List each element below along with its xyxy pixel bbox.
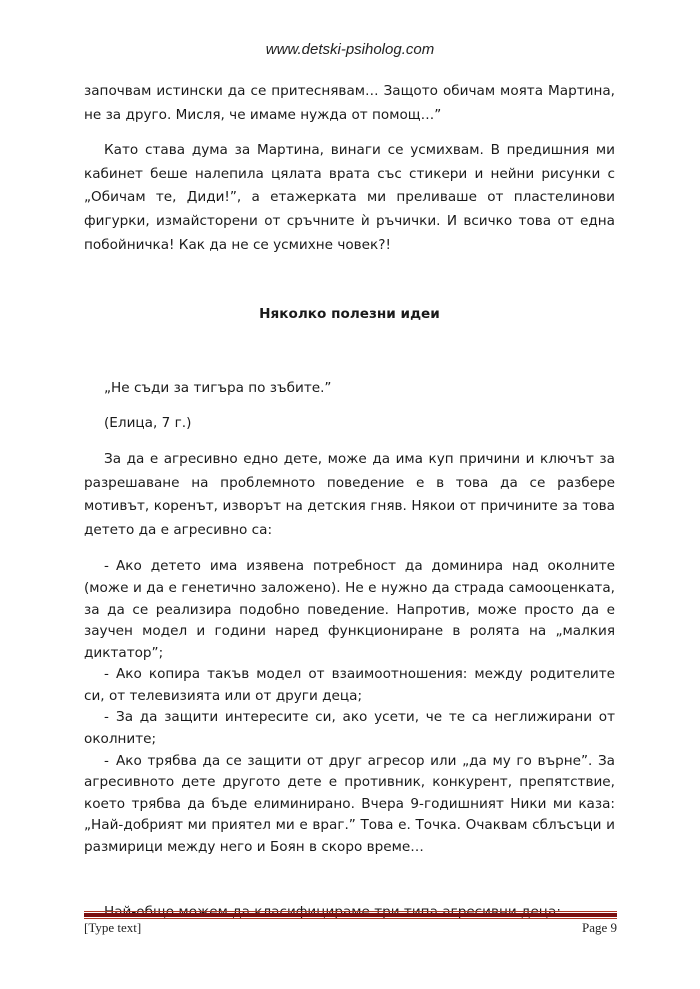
list-dash: - <box>104 558 109 575</box>
list-item <box>84 751 615 859</box>
list-item <box>84 707 615 750</box>
footer-rule-main <box>84 913 617 917</box>
footer-left-text: [Type text] <box>84 920 142 935</box>
paragraph-causes: За да е агресивно едно дете, може да има куп причини и ключът за разрешаване на проблемното поведение е в това да се разбере мотивът, коренът, изворът на детския гняв. Някои от причините за това детето да е агресивно са: <box>84 450 615 538</box>
list-dash: - <box>104 666 109 683</box>
list-item-text: Ако детето има изявена потребност да доминира над околните (може и да е генетично заложено). Не е нужно да страда самооценката, за да се реализира подобно поведение. Напротив, може просто да е заучен модел и години наред функциониране в ролята на „малкия диктатор”; <box>84 558 615 661</box>
list-item <box>84 556 615 664</box>
paragraph-martina: Като става дума за Мартина, винаги се усмихвам. В предишния ми кабинет беше налепила цялата врата със стикери и нейни рисунки с „Обичам те, Диди!”, а етажерката ми преливаше от пластелинови фигурки, измайсторени от сръчните ѝ ръчички. И всичко това от една побойничка! Как да не се усмихне човек?! <box>84 142 615 253</box>
header-url: www.detski-psiholog.com <box>265 41 435 58</box>
footer-rule-bottom <box>84 918 617 919</box>
list-dash: - <box>104 709 109 726</box>
list-item-text: За да защити интересите си, ако усети, че те са неглижирани от околните; <box>84 709 615 748</box>
page-number: Page 9 <box>581 920 617 935</box>
list-dash: - <box>104 752 109 769</box>
footer-rule-top <box>84 911 617 912</box>
list-item-text: Ако трябва да се защити от друг агресор или „да му го върне”. За агресивното дете другото дете е противник, конкурент, препятствие, което трябва да бъде елиминирано. Вчера 9-годишният Ники ми каза: „Най-добрият ми приятел ми е враг.” Това е. Точка. Очаквам сблъсъци и размирици между него и Боян в скоро време… <box>84 752 615 856</box>
section-heading: Няколко полезни идеи <box>259 306 440 323</box>
quote-text: „Не съди за тигъра по зъбите.” <box>104 379 332 396</box>
paragraph-intro: започвам истински да се притеснявам… Защото обичам моята Мартина, не за друго. Мисля, че имаме нужда от помощ…” <box>84 83 615 123</box>
causes-list <box>84 556 615 858</box>
quote-author: (Елица, 7 г.) <box>104 415 192 432</box>
list-item-text: Ако копира такъв модел от взаимоотношения: между родителите си, от телевизията или от други деца; <box>84 666 615 704</box>
page-content <box>84 80 615 924</box>
list-item <box>84 664 615 707</box>
